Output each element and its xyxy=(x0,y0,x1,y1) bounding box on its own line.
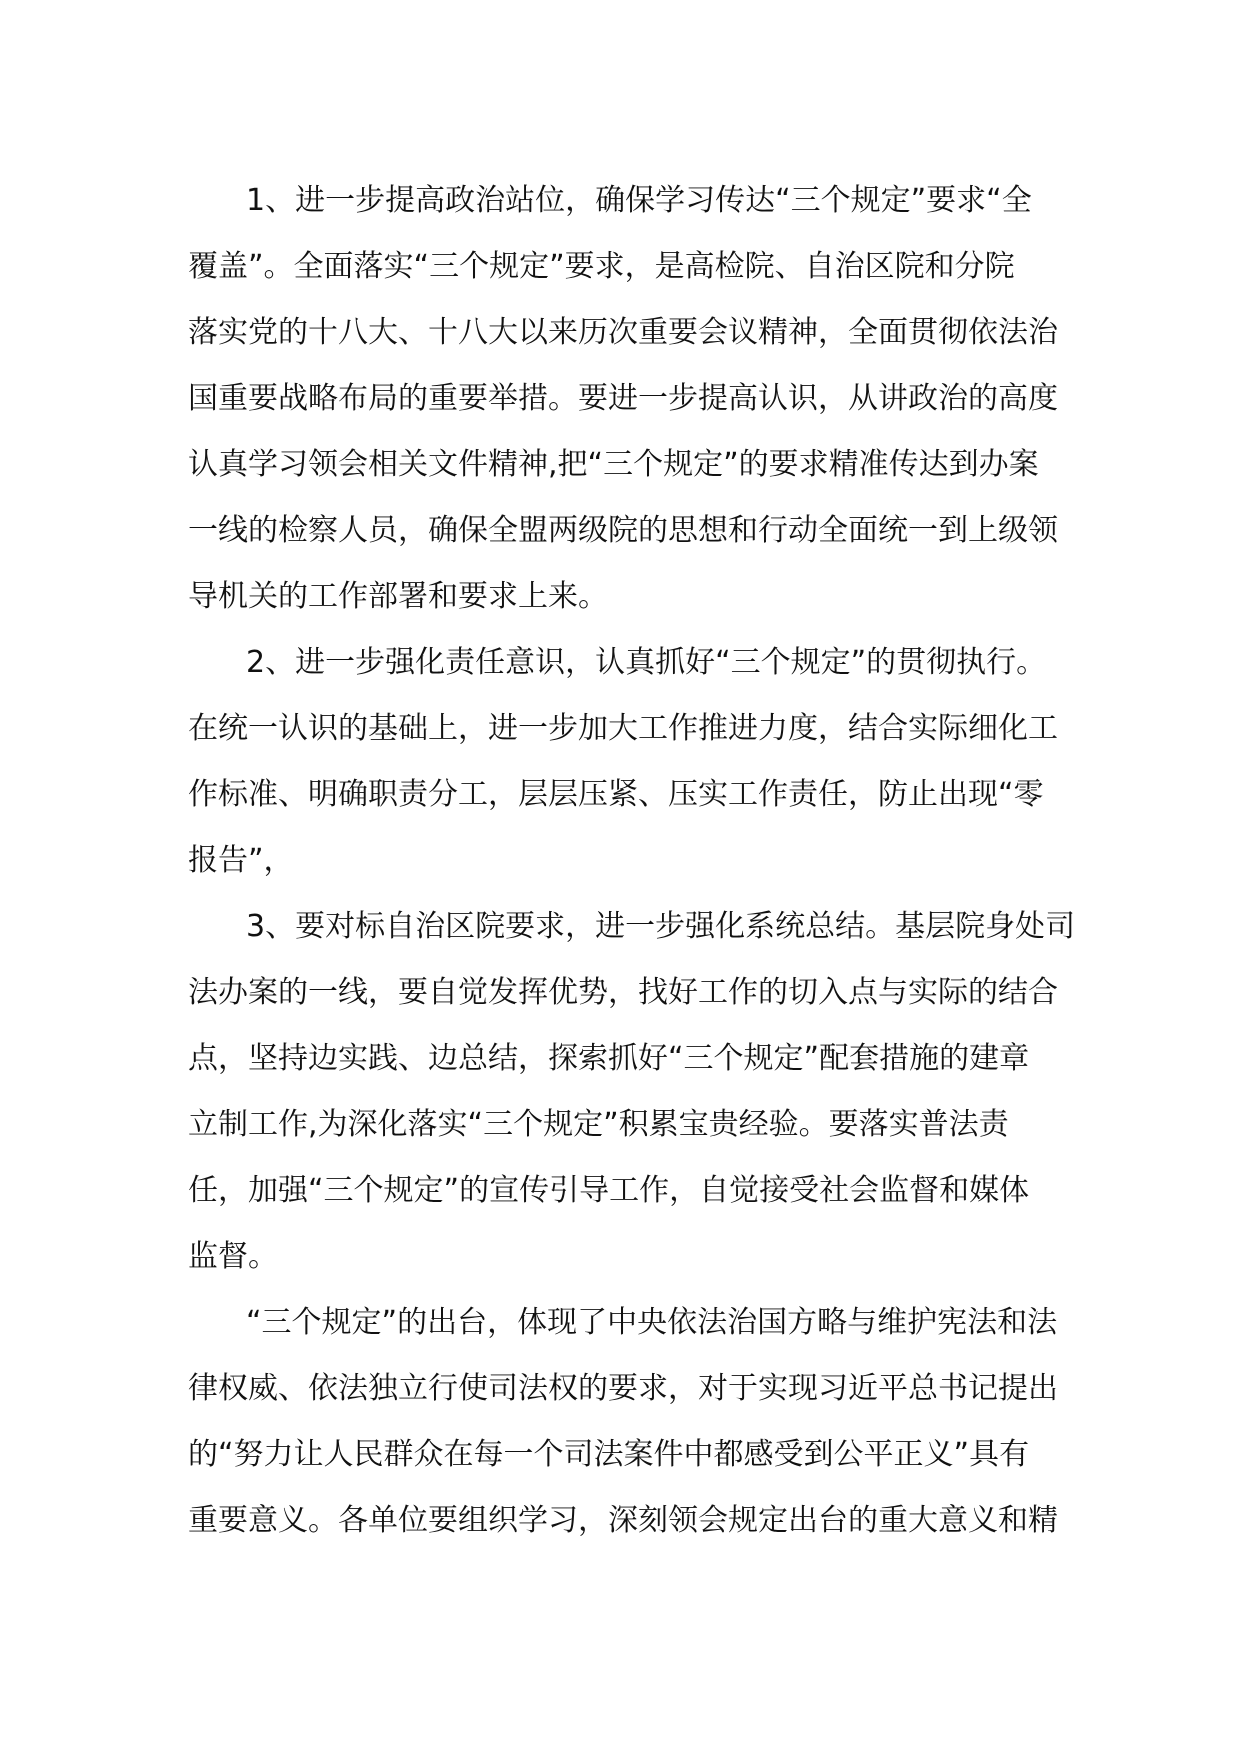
paragraph-1-line-3: 落实党的十八大、十八大以来历次重要会议精神，全面贯彻依法治 xyxy=(188,315,1058,350)
document-body xyxy=(188,168,1076,1554)
paragraph-3-line-4: 立制工作,为深化落实“三个规定”积累宝贵经验。要落实普法责 xyxy=(188,1107,1009,1142)
paragraph-4-line-2: 律权威、依法独立行使司法权的要求，对于实现习近平总书记提出 xyxy=(188,1371,1058,1406)
paragraph-4-line-3: 的“努力让人民群众在每一个司法案件中都感受到公平正义”具有 xyxy=(188,1437,1030,1472)
paragraph-1-line-7: 导机关的工作部署和要求上来。 xyxy=(188,579,608,614)
paragraph-1-line-4: 国重要战略布局的重要举措。要进一步提高认识，从讲政治的高度 xyxy=(188,381,1058,416)
paragraph-3-line-3: 点，坚持边实践、边总结，探索抓好“三个规定”配套措施的建章 xyxy=(188,1041,1030,1076)
paragraph-4-line-4: 重要意义。各单位要组织学习，深刻领会规定出台的重大意义和精 xyxy=(188,1503,1058,1538)
paragraph-4-line-1: “三个规定”的出台，体现了中央依法治国方略与维护宪法和法 xyxy=(246,1305,1058,1340)
paragraph-1-line-1: 1、进一步提高政治站位，确保学习传达“三个规定”要求“全 xyxy=(246,183,1032,218)
paragraph-3-line-2: 法办案的一线，要自觉发挥优势，找好工作的切入点与实际的结合 xyxy=(188,975,1058,1010)
paragraph-2-line-2: 在统一认识的基础上，进一步加大工作推进力度，结合实际细化工 xyxy=(188,711,1058,746)
paragraph-1-line-6: 一线的检察人员，确保全盟两级院的思想和行动全面统一到上级领 xyxy=(188,513,1058,548)
paragraph-1-line-2: 覆盖”。全面落实“三个规定”要求，是高检院、自治区院和分院 xyxy=(188,249,1015,284)
paragraph-2-line-3: 作标准、明确职责分工，层层压紧、压实工作责任，防止出现“零 xyxy=(188,777,1044,812)
paragraph-2-line-4: 报告”， xyxy=(188,843,294,878)
paragraph-3-line-1: 3、要对标自治区院要求，进一步强化系统总结。基层院身处司 xyxy=(246,909,1076,944)
paragraph-1-line-5: 认真学习领会相关文件精神,把“三个规定”的要求精准传达到办案 xyxy=(188,447,1039,482)
paragraph-3-line-5: 任，加强“三个规定”的宣传引导工作，自觉接受社会监督和媒体 xyxy=(188,1173,1030,1208)
paragraph-2-line-1: 2、进一步强化责任意识，认真抓好“三个规定”的贯彻执行。 xyxy=(246,645,1047,680)
paragraph-3-line-6: 监督。 xyxy=(188,1239,278,1274)
